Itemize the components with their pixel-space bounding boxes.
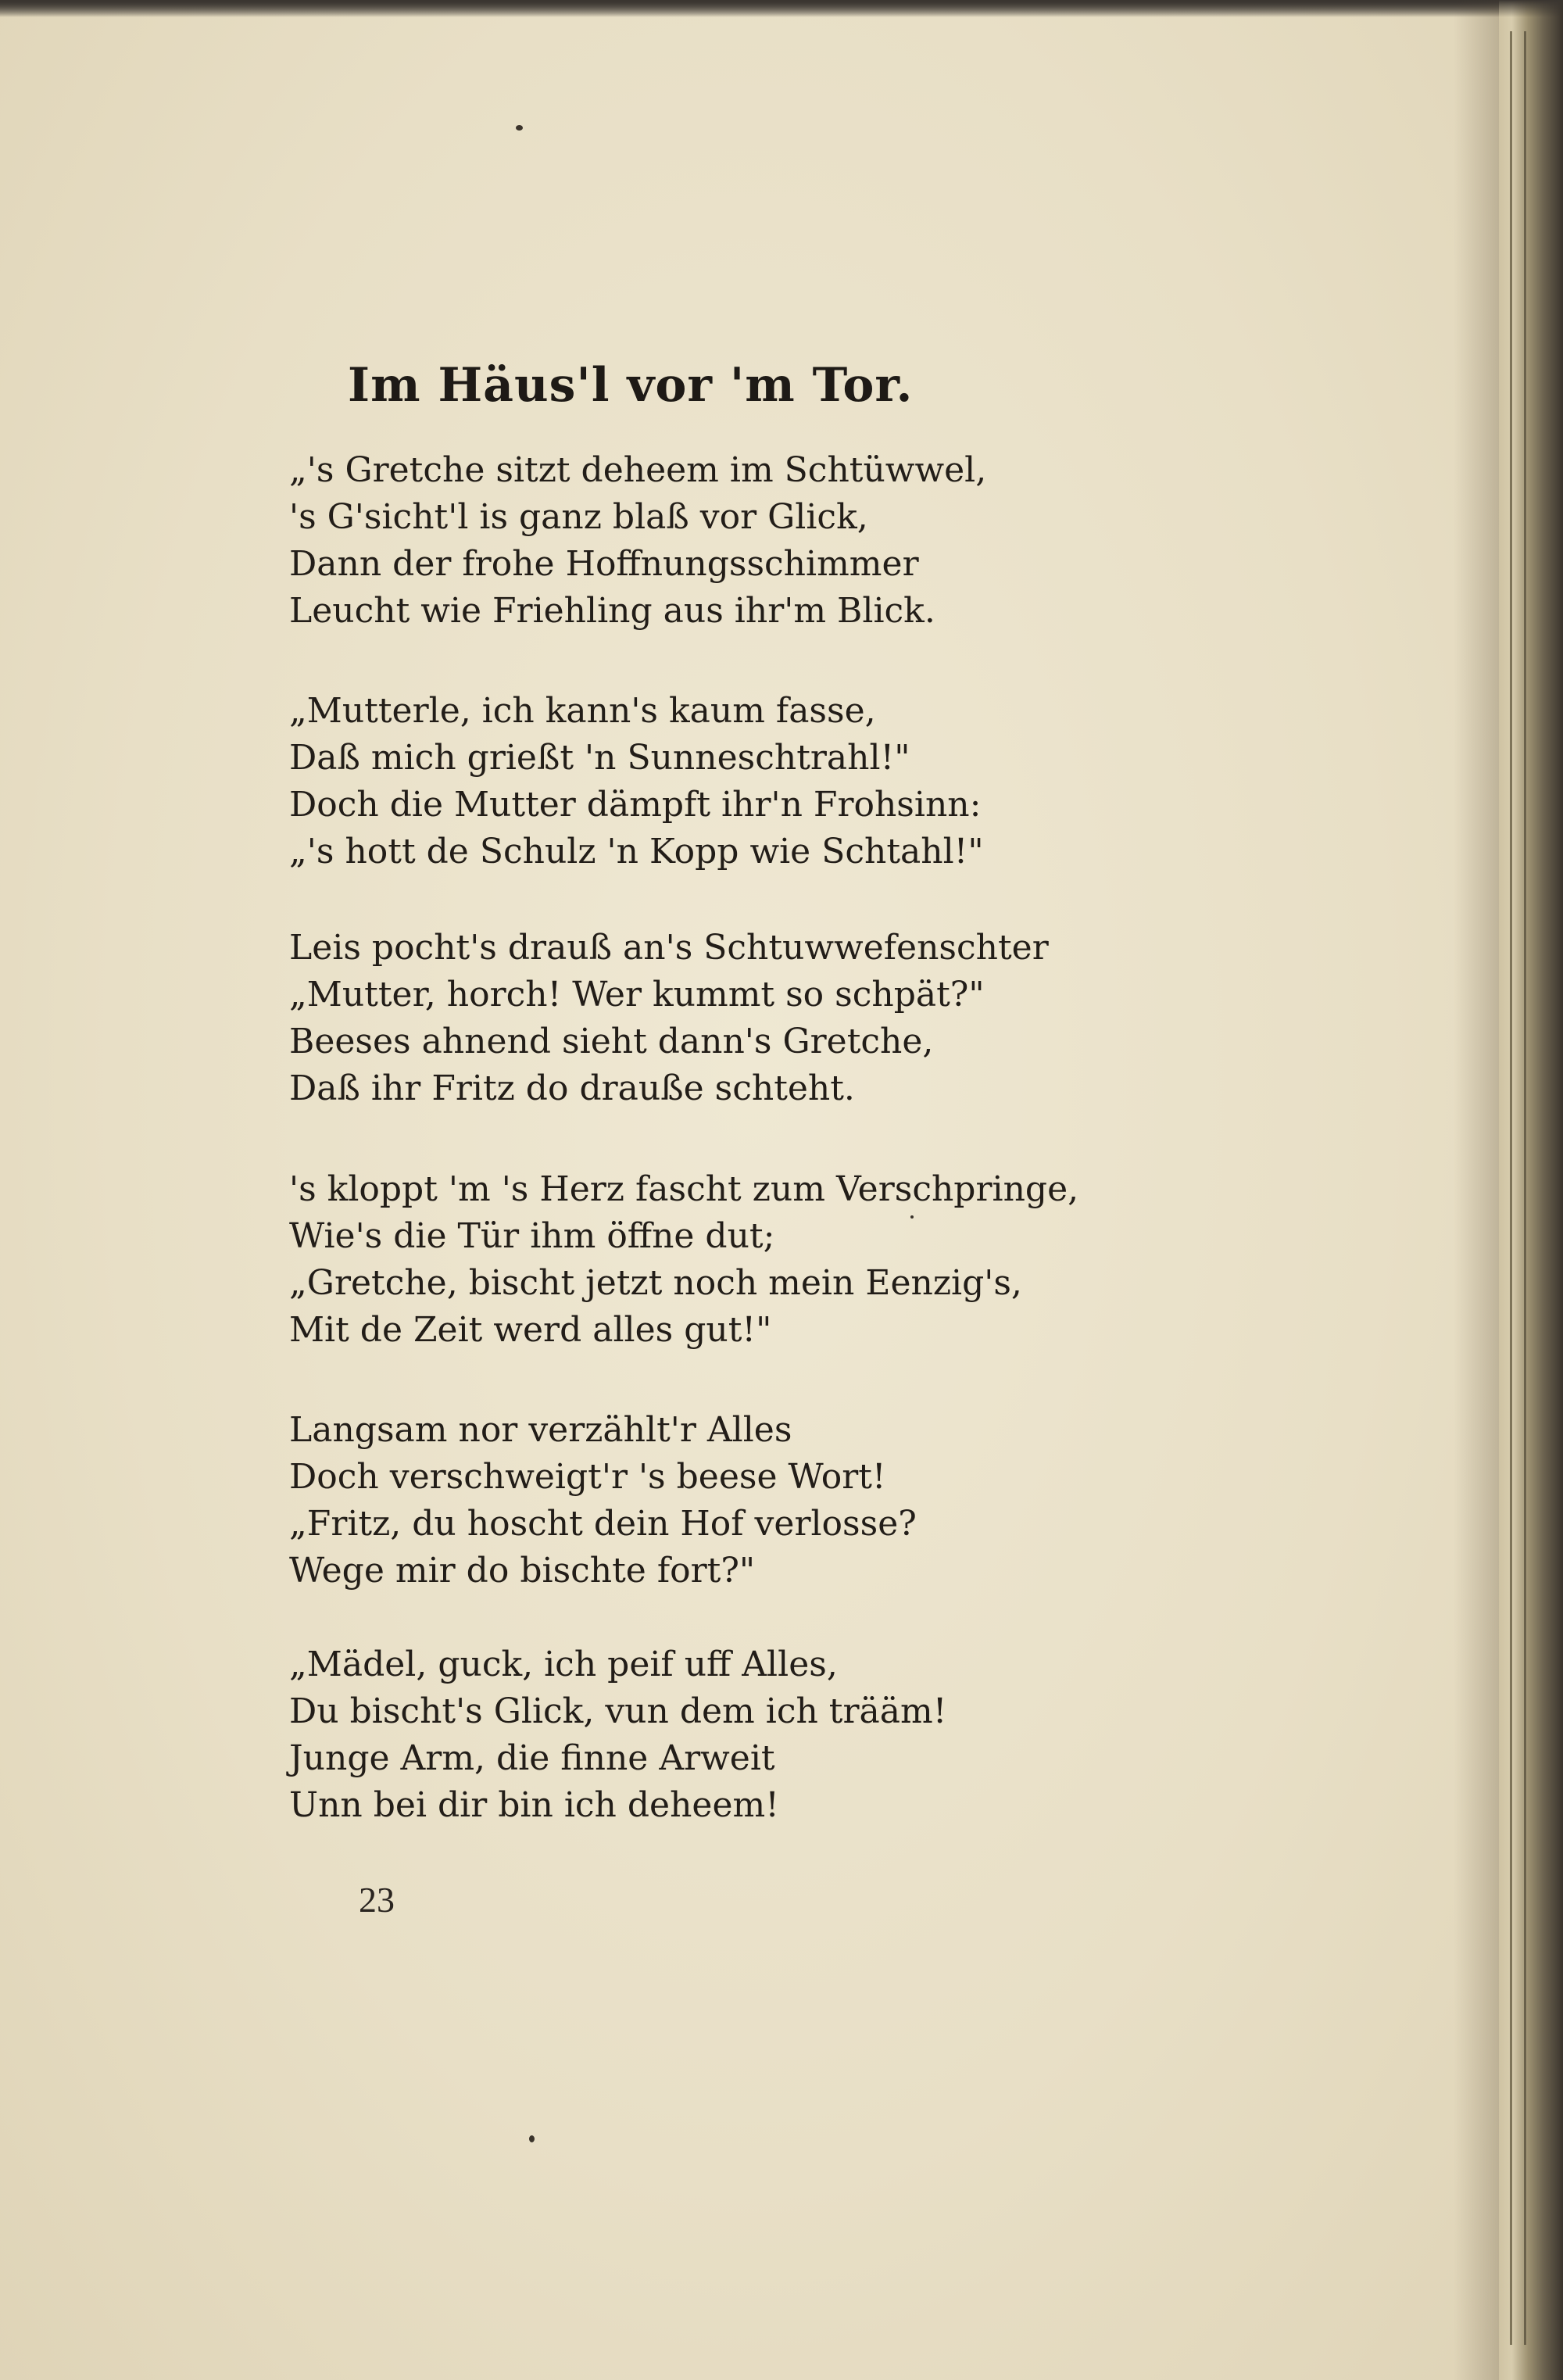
verse-line: Junge Arm, die finne Arweit [289,1738,775,1778]
book-cover-edge [1499,0,1563,2380]
paper-speck [516,125,523,131]
spine-shadow [1454,0,1499,2380]
stanza-5 [289,1407,917,1594]
verse-line: „Mutter, horch! Wer kummt so schpät?" [289,975,985,1015]
verse-line: Daß mich grießt 'n Sunneschtrahl!" [289,738,910,778]
poem-title: Im Häus'l vor 'm Tor. [348,358,914,413]
verse-line: „'s Gretche sitzt deheem im Schtüwwel, [289,450,987,490]
verse-line: 's G'sicht'l is ganz blaß vor Glick, [289,497,868,537]
verse-line: Mit de Zeit werd alles gut!" [289,1310,772,1350]
cover-edge-line [1510,31,1512,2345]
stanza-6 [289,1641,946,1829]
verse-line: Doch verschweigt'r 's beese Wort! [289,1457,886,1497]
verse-line: Dann der frohe Hoffnungsschimmer [289,544,919,584]
verse-line: „'s hott de Schulz 'n Kopp wie Schtahl!" [289,832,984,871]
page-number: 23 [359,1880,395,1920]
verse-line: Daß ihr Fritz do drauße schteht. [289,1068,855,1108]
stanza-4 [289,1166,1078,1354]
verse-line: Du bischt's Glick, vun dem ich trääm! [289,1691,947,1731]
stanza-1 [289,447,986,635]
cover-edge-line [1524,31,1526,2345]
verse-line: Langsam nor verzählt'r Alles [289,1410,792,1450]
verse-line: „Gretche, bischt jetzt noch mein Eenzig's, [289,1263,1022,1303]
paper-speck [529,2135,535,2142]
verse-line: Beeses ahnend sieht dann's Gretche, [289,1022,934,1061]
stanza-2 [289,688,984,875]
verse-line: „Mutterle, ich kann's kaum fasse, [289,691,876,731]
verse-line: „Mädel, guck, ich peif uff Alles, [289,1645,838,1684]
verse-line: Leucht wie Friehling aus ihr'm Blick. [289,591,935,631]
stanza-3 [289,925,1049,1112]
verse-line: Wege mir do bischte fort?" [289,1551,756,1591]
verse-line: Doch die Mutter dämpft ihr'n Frohsinn: [289,785,982,825]
top-edge-shadow [0,0,1563,17]
verse-line: 's kloppt 'm 's Herz fascht zum Verschpringe, [289,1169,1079,1209]
verse-line: „Fritz, du hoscht dein Hof verlosse? [289,1504,917,1544]
verse-line: Leis pocht's drauß an's Schtuwwefenschter [289,928,1049,968]
verse-line: Unn bei dir bin ich deheem! [289,1785,779,1825]
verse-line: Wie's die Tür ihm öffne dut; [289,1216,775,1256]
